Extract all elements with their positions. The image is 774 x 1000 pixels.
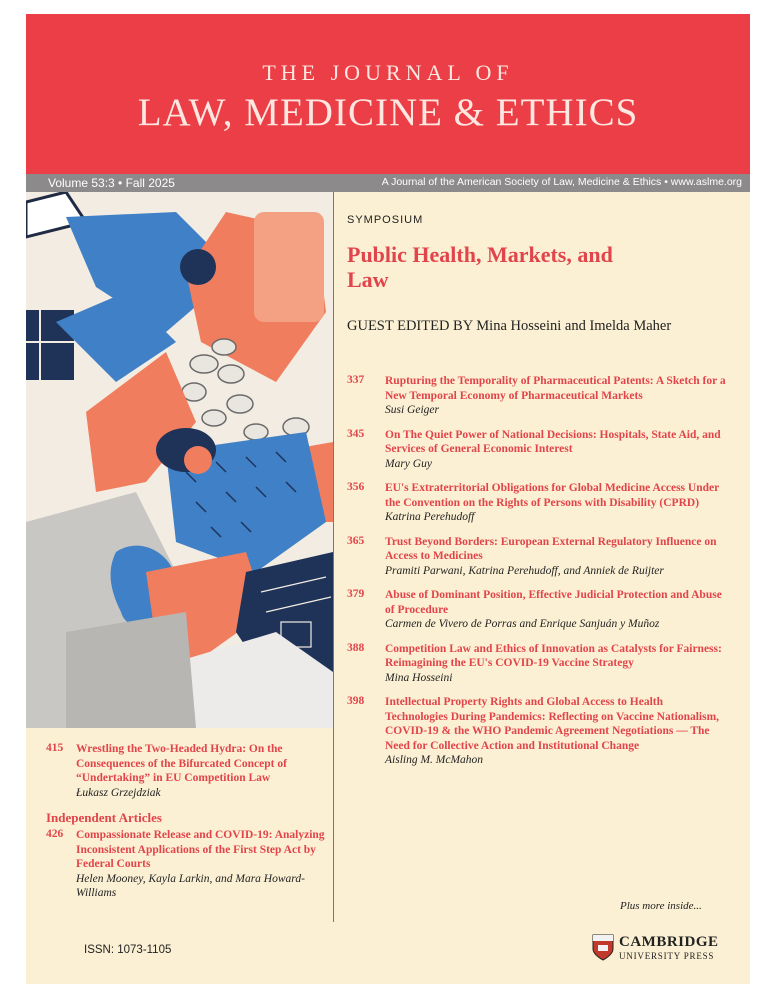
toc-authors: Carmen de Vivero de Porras and Enrique Sanjuán y Muñoz [385,618,660,630]
toc-entry[interactable] [46,828,326,901]
toc-title: Wrestling the Two-Headed Hydra: On the Consequences of the Bifurcated Concept of “Undertaking” in EU Competition Law [76,743,287,784]
toc-title: Abuse of Dominant Position, Effective Judicial Protection and Abuse of Procedure [385,589,722,616]
left-contents [46,742,326,911]
toc-title: Competition Law and Ethics of Innovation as Catalysts for Fairness: Reimagining the EU's COVID-19 Vaccine Strategy [385,642,722,669]
toc-entry[interactable] [347,374,727,418]
toc-page: 415 [46,742,64,754]
toc-authors: Helen Mooney, Kayla Larkin, and Mara Howard-Williams [76,872,305,899]
masthead [26,14,750,174]
toc-title: EU's Extraterritorial Obligations for Global Medicine Access Under the Convention on the Rights of Persons with Disability (CPRD) [385,482,719,509]
toc-title: Intellectual Property Rights and Global Access to Health Technologies During Pandemics: Reflecting on Vaccine Nationalism, COVID-19 & the WHO Pandemic Agreement Negotiations — The Need for Collective Action and Institutional Change [385,696,720,752]
toc-page: 398 [347,695,365,707]
toc-authors: Mina Hosseini [385,671,453,684]
publisher-logo [592,933,742,963]
toc-page: 337 [347,374,365,386]
toc-title: Trust Beyond Borders: European External Regulatory Influence on Access to Medicines [385,535,717,562]
toc-title: On The Quiet Power of National Decisions: Hospitals, State Aid, and Services of General Economic Interest [385,428,721,455]
independent-articles-heading: Independent Articles [46,810,162,825]
illustration-art [26,192,333,728]
toc-page: 426 [46,828,64,840]
toc-entry[interactable] [347,535,727,579]
toc-entry[interactable] [46,742,326,800]
publisher-name: CAMBRIDGE [619,934,719,950]
symposium-title: Public Health, Markets, and Law [347,242,613,292]
toc-page: 379 [347,588,365,600]
toc-authors: Susi Geiger [385,404,439,416]
toc-page: 356 [347,481,365,493]
toc-page: 345 [347,427,365,440]
masthead-title: LAW, MEDICINE & ETHICS [137,91,639,134]
toc-entry[interactable] [347,428,727,472]
toc-entry[interactable] [347,588,727,632]
column-divider [333,192,334,922]
toc-entry[interactable] [347,695,727,768]
toc-authors: Aisling M. McMahon [385,754,484,766]
toc-authors: Łukasz Grzejdziak [76,786,161,799]
toc-title: Compassionate Release and COVID-19: Analyzing Inconsistent Applications of the First Step Act by Federal Courts [76,829,325,870]
volume-label: Volume 53:3 • Fall 2025 [48,176,175,190]
toc-authors: Katrina Perehudoff [385,511,475,523]
toc-page: 388 [347,641,365,654]
toc-entry[interactable] [347,642,727,686]
toc-entry[interactable] [347,481,727,525]
more-inside-note: Plus more inside... [620,900,702,912]
toc-title: Rupturing the Temporality of Pharmaceutical Patents: A Sketch for a New Temporal Economy of Pharmaceutical Markets [385,375,726,402]
toc-page: 365 [347,534,365,547]
society-tagline: A Journal of the American Society of Law, Medicine & Ethics • www.aslme.org [381,176,742,188]
cover-illustration [26,192,333,728]
table-of-contents [347,374,727,778]
publisher-subname: UNIVERSITY PRESS [619,951,715,961]
cambridge-shield-icon [592,934,614,961]
guest-editors: GUEST EDITED BY Mina Hosseini and Imelda Maher [347,318,672,334]
symposium-label: SYMPOSIUM [347,214,424,226]
issn-number: ISSN: 1073-1105 [84,944,172,956]
toc-authors: Pramiti Parwani, Katrina Perehudoff, and Anniek de Ruijter [385,564,664,577]
journal-cover [26,14,750,984]
masthead-line1: THE JOURNAL OF [262,60,514,85]
info-stripe [26,174,750,192]
toc-authors: Mary Guy [385,457,432,470]
